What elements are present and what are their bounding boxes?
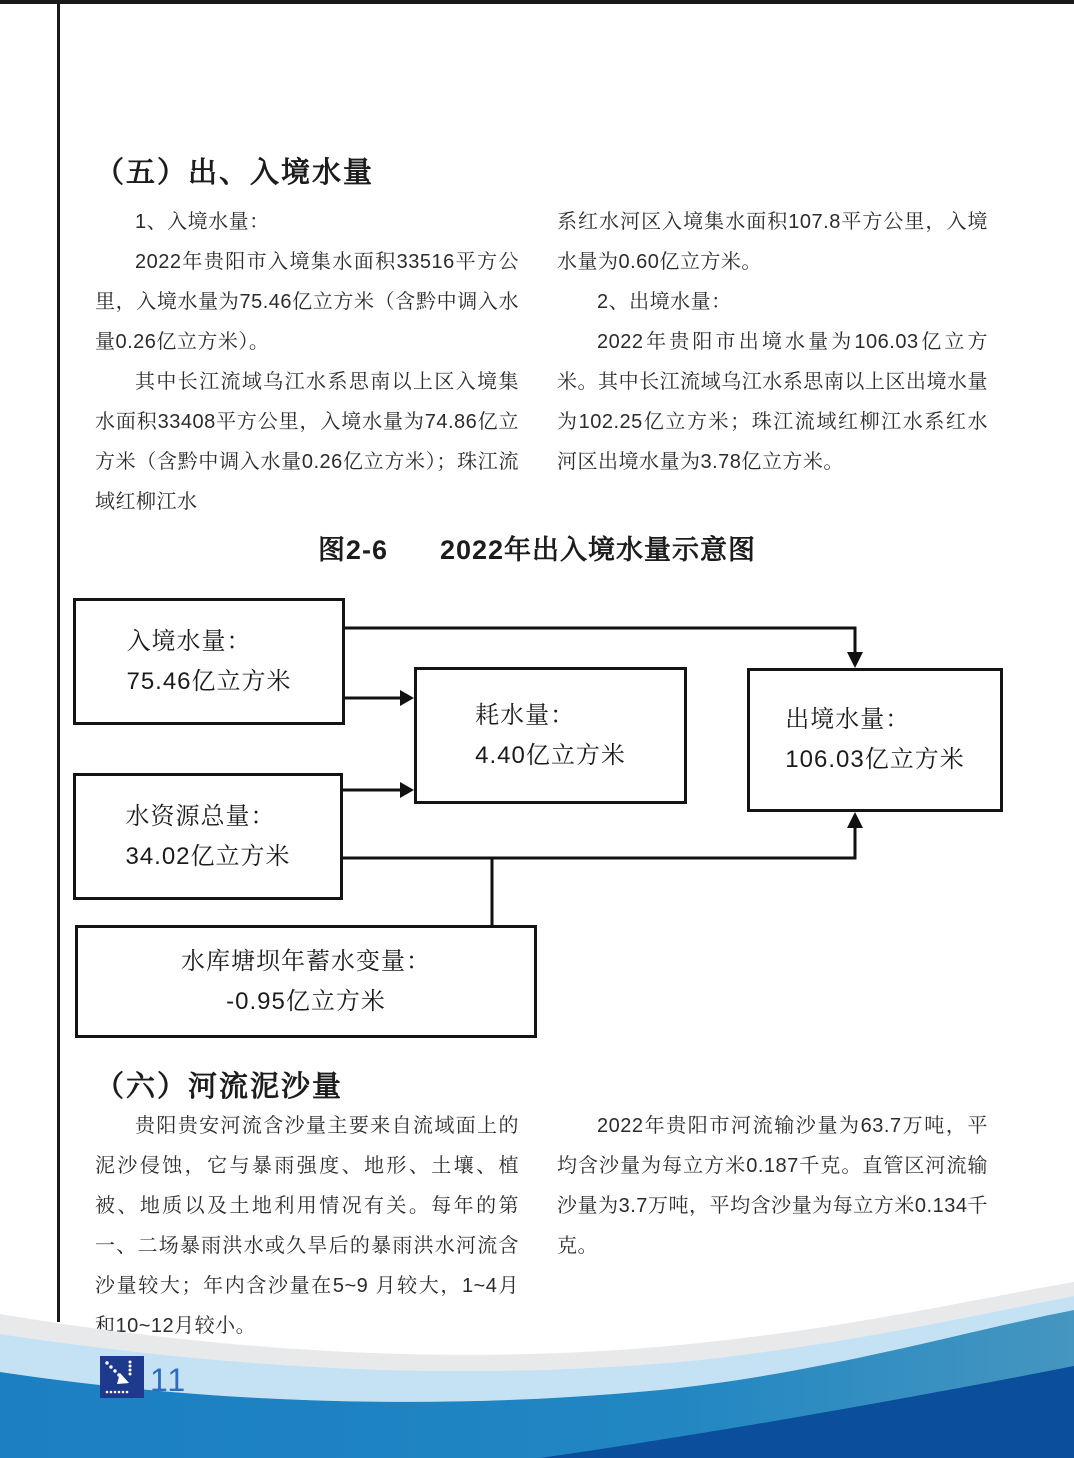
box-title: 出境水量： <box>785 706 911 733</box>
left-border-rule <box>57 0 60 1322</box>
box-value: 34.02亿立方米 <box>125 842 291 870</box>
paragraph: 2022年贵阳市河流输沙量为63.7万吨，平均含沙量为每立方米0.187千克。直管区河流输沙量为3.7万吨，平均含沙量为每立方米0.134千克。 <box>557 1115 988 1257</box>
figure-label: 图2-6 <box>317 535 388 565</box>
box-title: 耗水量： <box>475 701 576 729</box>
box-value: -0.95亿立方米 <box>226 987 386 1015</box>
diagram-box-inbound-water <box>73 598 345 725</box>
arrowhead-up-icon <box>847 812 863 828</box>
diagram-box-total-water-resources <box>73 773 343 900</box>
paragraph: 2022年贵阳市入境集水面积33516平方公里，入境水量为75.46亿立方米（含黔中调入水量0.26亿立方米）。 <box>95 251 519 353</box>
diagram-box-outbound-water <box>747 668 1003 812</box>
paragraph: 2022年贵阳市出境水量为106.03亿立方米。其中长江流域乌江水系思南以上区出境水量为102.25亿立方米；珠江流域红柳江水系红水河区出境水量为3.78亿立方米。 <box>557 331 988 473</box>
top-border-rule <box>0 0 1074 4</box>
arrowhead-right-icon <box>400 782 414 798</box>
page-number: 11 <box>150 1362 188 1398</box>
paragraph: 2、出境水量： <box>597 291 732 313</box>
section6-right-column <box>557 1106 988 1266</box>
paragraph: 贵阳贵安河流含沙量主要来自流域面上的泥沙侵蚀，它与暴雨强度、地形、土壤、植被、地质以及土地利用情况有关。每年的第一、二场暴雨洪水或久旱后的暴雨洪水河流含沙量较大；年内含沙量在5~9 月较大，1~4月和10~12月较小。 <box>95 1115 519 1337</box>
box-title: 水资源总量： <box>125 802 276 830</box>
arrowhead-right-icon <box>400 690 414 706</box>
diagram-box-water-consumption <box>414 667 687 804</box>
box-title: 水库塘坝年蓄水变量： <box>181 947 431 975</box>
paragraph-continuation: 系红水河区入境集水面积107.8平方公里，入境水量为0.60亿立方米。 <box>557 211 988 273</box>
box-value: 4.40亿立方米 <box>475 741 626 769</box>
logo-arrow-icon <box>100 1356 144 1398</box>
paragraph: 1、入境水量： <box>135 211 270 233</box>
box-value: 106.03亿立方米 <box>785 746 965 773</box>
section6-heading: （六）河流泥沙量 <box>95 1071 344 1103</box>
box-title: 入境水量： <box>126 627 252 655</box>
section5-left-column <box>95 202 519 522</box>
box-value: 75.46亿立方米 <box>126 667 292 695</box>
arrowhead-down-icon <box>847 652 863 668</box>
figure-title: 2022年出入境水量示意图 <box>439 535 757 565</box>
figure-caption <box>0 528 1074 567</box>
diagram-box-reservoir-storage-change <box>75 925 537 1038</box>
section5-heading: （五）出、入境水量 <box>95 157 375 189</box>
paragraph: 其中长江流域乌江水系思南以上区入境集水面积33408平方公里，入境水量为74.86亿立方米（含黔中调入水量0.26亿立方米）；珠江流域红柳江水 <box>95 371 519 513</box>
section5-right-column <box>557 202 988 482</box>
